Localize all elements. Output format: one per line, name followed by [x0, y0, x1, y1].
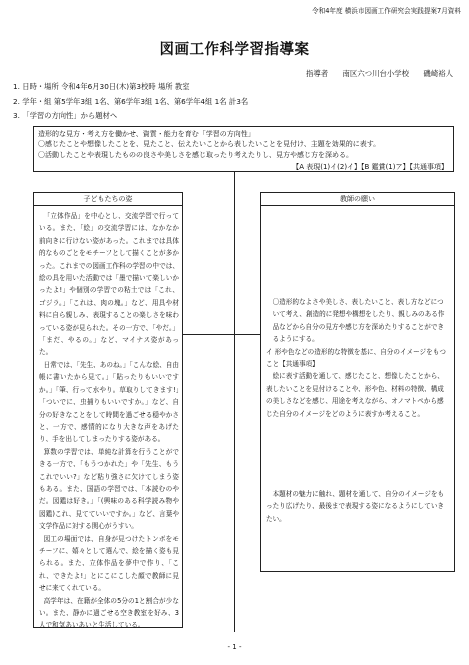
profile-paragraph: 高学年は、在籍が全体の5分の1と割合が少ない。また、静かに過ごせる空き教室を好み、3人で和気あいあいと生活している。 — [39, 596, 179, 630]
children-profile-heading: 子どもたちの姿 — [34, 193, 182, 206]
theme-heading: 造形的な見方・考え方を働かせ、資質・能力を育む「学習の方向性」 — [38, 130, 255, 138]
page-title: 図画工作科学習指導案 — [159, 42, 310, 58]
teacher-wishes-box — [260, 192, 455, 572]
teacher-goal-1: 〇造形的なよさや美しさ、表したいこと、表し方などについて考え、創造的に発想や構想をしたり、親しみのある作品などから自分の見方や感じ方を深めたりすることができるようにする。 — [272, 298, 445, 344]
date-place-line: 1. 日時・場所 令和4年6月30日(木)第3校時 場所 教室 — [13, 82, 190, 91]
page-number: - 1 - — [227, 643, 242, 651]
teacher-goal-2-body: 絵に表す活動を通して、感じたこと、想像したことから、表したいことを見付けることや、形や色、材料の特徴、構成の美しさなどを感じ、用途を考えながら、オノマトペから感じた自分のイメージをどのように表すか考えること。 — [266, 372, 444, 418]
connector-vertical-line — [234, 172, 235, 632]
connector-horizontal-line — [183, 334, 260, 335]
children-profile-body — [39, 210, 179, 632]
profile-paragraph: 算数の学習では、単純な計算を行うことができる一方で、「もうつかれた」や「先生、もうこれでいい?」など粘り強さに欠けてしまう姿もある。また、国語の学習では、「本読むのやだ。図鑑は好き。」「(興味のある科学読み物や図鑑)これ、見てていいですか。」など、言葉や文学作品に対する関心がうすい。 — [39, 447, 179, 531]
profile-paragraph: 「立体作品」を中心とし、交流学習で行っている。また、「絵」の交流学習には、なかなか前向きに行けない姿があった。これまでは具体的なものごとをモチーフとして描くことが多かった。これまでの図画工作科の学習の中では、絵の具を用いた活動では「墨で描いて楽しいかったよ!」や個別の学習での粘土では「これ、ゴジラ。」「これは、肉の塊。」など、用具や材料に自ら親しみ、表現することの楽しさを味わっている姿が見られた。その一方で、「やだ。」「まだ、やるの。」など、マイナス姿があった。 — [39, 212, 179, 357]
teacher-wishes-closing — [266, 488, 450, 525]
theme-goal-2: 〇活動したことや表現したものの良さや美しさを感じ取ったり考えたりし、見方や感じ方を深める。 — [38, 151, 353, 159]
teacher-wishes-goals — [266, 296, 450, 420]
instructor-line — [306, 68, 453, 79]
header-right-text: 令和4年度 横浜市図画工作研究会実践提案7月資料 — [312, 7, 461, 15]
grade-class-line: 2. 学年・組 第5学年3組 1名、第6学年3組 1名、第6学年4組 1名 計3名 — [13, 97, 249, 106]
theme-standards: 【A 表現(1)イ(2)イ】【B 鑑賞(1)ア】【共通事項】 — [292, 163, 448, 171]
teacher-goal-2-heading: イ 形や色などの造形的な特徴を基に、自分のイメージをもつこと【共通事項】 — [266, 347, 446, 369]
profile-paragraph: 図工の場面では、自身が見つけたトンボをモチーフに、嬉々として選んで、絵を描く姿も見られる。また、立体作品を夢中で作り、「これ、できたよ!」とにこにこした顔で教師に見せに来てくれている。 — [39, 534, 179, 593]
theme-goal-1: 〇感じたことや想像したことを、見たこと、伝えたいことから表したいことを見付け、主題を効果的に表す。 — [38, 140, 381, 148]
direction-line: 3. 「学習の方向性」から題材へ — [13, 111, 118, 120]
learning-direction-box — [33, 126, 454, 172]
children-profile-box — [33, 192, 183, 628]
instructor-name: 磯崎裕人 — [423, 69, 453, 78]
instructor-school: 南区六つ川台小学校 — [342, 69, 410, 78]
instructor-label: 指導者 — [305, 69, 329, 78]
teacher-closing-text: 本題材の魅力に触れ、題材を通して、自分のイメージをもったり広げたり、最後まで表現する姿になるようにしていきたい。 — [266, 490, 445, 523]
profile-paragraph: 日常では、「先生、あのね。」「こんな絵、自由帳に書いたから見て。」「貼ったりもいいですか。」「筆、行って水やり。草取りしてきます!」「ついでに、虫捕りもいいですか。」など、自分の好きなことをして時間を過ごせる穏やかさと、一方で、感情的になり大きな声をあげたり、手を出してしまったりする姿がある。 — [39, 360, 179, 444]
teacher-wishes-heading: 教師の願い — [261, 193, 454, 206]
